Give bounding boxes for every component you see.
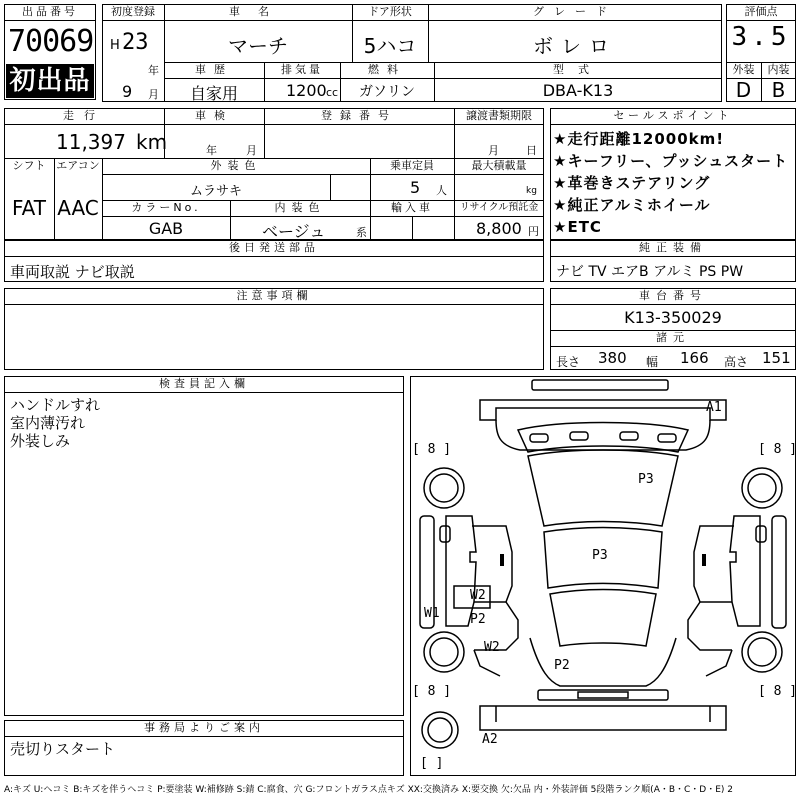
mileage-label: 走行 <box>63 109 105 122</box>
sales-points-label: セールスポイント <box>613 109 733 122</box>
grade-label: グレード <box>533 5 617 18</box>
mileage-unit: km <box>136 130 168 154</box>
first-listing-badge: 初出品 <box>6 64 94 98</box>
color-no-label: カラーNo. <box>131 201 201 214</box>
length: 380 <box>598 349 627 367</box>
mark-p2-left: P2 <box>470 612 486 627</box>
insp-year-unit: 年 <box>206 144 217 157</box>
capacity-label: 乗車定員 <box>390 159 434 172</box>
load-label: 最大積載量 <box>471 159 527 172</box>
spare-tire: [ ] <box>420 756 444 771</box>
recycle: 8,800 <box>476 219 522 238</box>
sales-point: ★キーフリー、プッシュスタート <box>553 152 789 170</box>
width: 166 <box>680 349 709 367</box>
sales-points-list <box>553 128 788 238</box>
car-name: マーチ <box>228 34 288 58</box>
tire-fl: [ 8 ] <box>412 442 452 457</box>
ext-color: ムラサキ <box>189 184 242 199</box>
recycle-label: リサイクル預託金 <box>459 202 539 213</box>
era: H <box>110 38 120 53</box>
exterior-label: 外装 <box>732 63 755 76</box>
displacement: 1200 <box>286 81 327 100</box>
aircon-label: エアコン <box>56 159 100 172</box>
shift-label: シフト <box>12 159 46 172</box>
load-unit: kg <box>526 186 537 196</box>
interior-grade: B <box>771 78 786 102</box>
door-shape: 5ハコ <box>363 34 417 58</box>
displacement-unit: cc <box>326 86 339 99</box>
mark-p3-center: P3 <box>592 548 608 563</box>
width-label: 幅 <box>646 355 659 369</box>
first-reg-label: 初度登録 <box>111 5 155 18</box>
score: 3.5 <box>731 22 791 52</box>
int-color-label: 内装色 <box>274 201 326 214</box>
tire-rr: [ 8 ] <box>758 684 798 699</box>
mark-a2: A2 <box>482 732 498 747</box>
month-unit: 月 <box>148 88 159 101</box>
import-label: 輸入車 <box>391 201 433 214</box>
sales-point: ★ETC <box>553 218 602 236</box>
car-name-label: 車名 <box>229 5 287 18</box>
transfer-label: 譲渡書類期限 <box>466 109 532 122</box>
sales-point: ★革巻きステアリング <box>553 174 711 192</box>
aircon: AAC <box>57 196 99 220</box>
int-color-suffix: 系 <box>356 226 367 239</box>
reg-month: 9 <box>122 82 133 101</box>
inspector-notes: ハンドルすれ 室内薄汚れ 外装しみ <box>10 396 101 450</box>
mark-w2-lower: W2 <box>484 640 500 655</box>
interior-label: 内装 <box>767 63 790 76</box>
lot-label: 出品番号 <box>22 5 78 18</box>
int-color: ベージュ <box>262 222 326 241</box>
exterior-grade: D <box>735 78 752 102</box>
legend-footer: A:キズ U:ヘコミ B:キズを伴うヘコミ P:要塗装 W:補修跡 S:錆 C:腐食、穴 G:フロントガラス点キズ XX:交換済み X:要交換 欠:欠品 内・外装評価 5段階ランク順(A・B・C・D・E) 2 <box>4 785 734 795</box>
door-label: ドア形状 <box>368 5 412 18</box>
height: 151 <box>762 349 791 367</box>
displacement-label: 排気量 <box>281 63 323 76</box>
grade: ボレロ <box>533 34 617 58</box>
reg-number-label: 登録番号 <box>321 109 397 122</box>
era-year: 23 <box>122 30 149 55</box>
car-diagram <box>410 376 796 776</box>
mileage: 11,397 <box>56 130 126 154</box>
fuel: ガソリン <box>359 84 415 100</box>
model-label: 型式 <box>553 63 603 76</box>
fuel-label: 燃料 <box>368 63 406 76</box>
mark-w1: W1 <box>424 606 440 621</box>
transfer-month-unit: 月 <box>488 144 499 157</box>
tire-fr: [ 8 ] <box>758 442 798 457</box>
mark-a1: A1 <box>706 400 722 415</box>
color-no: GAB <box>148 219 184 238</box>
notes-label: 注意事項欄 <box>236 289 312 302</box>
mark-w2-upper: W2 <box>470 588 486 603</box>
mark-p3-roof: P3 <box>638 472 654 487</box>
equipment: ナビ TV エアB アルミ PS PW <box>556 264 744 280</box>
score-label: 評価点 <box>744 5 778 18</box>
history: 自家用 <box>189 84 238 103</box>
year-unit: 年 <box>148 64 159 77</box>
model: DBA-K13 <box>542 81 614 100</box>
capacity: 5 <box>410 178 421 197</box>
tire-rl: [ 8 ] <box>412 684 452 699</box>
history-label: 車歴 <box>195 63 233 76</box>
capacity-unit: 人 <box>436 184 447 197</box>
recycle-unit: 円 <box>528 225 539 238</box>
office-label: 事務局よりご案内 <box>144 721 264 734</box>
inspection-label: 車検 <box>195 109 233 122</box>
later-parts-label: 後日発送部品 <box>229 241 319 254</box>
inspector-label: 検査員記入欄 <box>159 377 249 390</box>
shift: FAT <box>11 196 46 220</box>
mark-p2-bottom: P2 <box>554 658 570 673</box>
equipment-label: 純正装備 <box>639 241 707 254</box>
office-note: 売切りスタート <box>10 740 116 758</box>
lot-number: 70069 <box>8 24 94 59</box>
ext-color-label: 外装色 <box>210 159 262 172</box>
chassis-number: K13-350029 <box>624 308 722 327</box>
insp-month-unit: 月 <box>246 144 257 157</box>
sales-point: ★純正アルミホイール <box>553 196 711 214</box>
height-label: 高さ <box>724 355 749 369</box>
sales-point: ★走行距離12000km! <box>553 130 725 148</box>
transfer-day-unit: 日 <box>526 144 537 157</box>
later-parts: 車両取説 ナビ取説 <box>10 263 135 281</box>
specs-label: 諸元 <box>656 331 690 344</box>
chassis-label: 車台番号 <box>639 289 707 302</box>
length-label: 長さ <box>556 355 581 369</box>
